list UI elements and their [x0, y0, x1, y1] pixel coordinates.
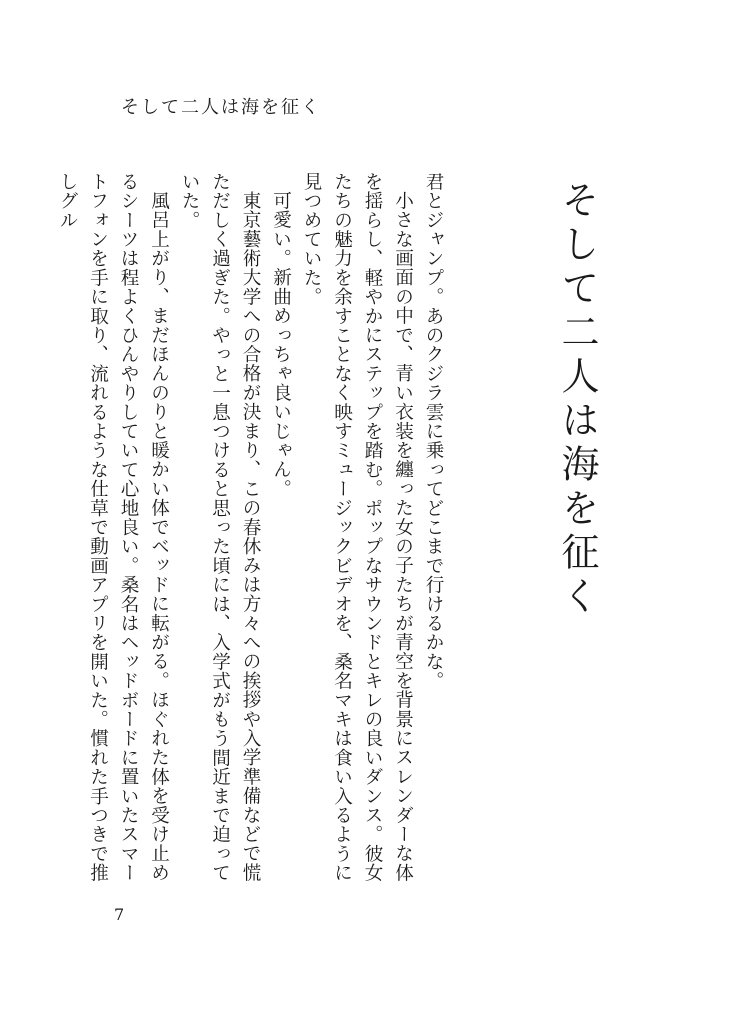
chapter-title: そして二人は海を征く [555, 180, 599, 620]
paragraph-1: 君とジャンプ。あのクジラ雲に乗ってどこまで行けるかな。 [423, 172, 444, 691]
paragraph-4: 東京藝術大学への合格が決まり、この春休みは方々への挨拶や入学準備などで慌ただしく過ぎた。やっと一息つけると思った頃には、入学式がもう間近まで迫っていた。 [179, 172, 261, 883]
paragraph-3: 可愛い。新曲めっちゃ良いじゃん。 [270, 190, 292, 498]
paragraph-5: 風呂上がり、まだほんのりと暖かい体でベッドに転がる。ほぐれた体を受け止めるシーツは程よくひんやりしていて心地良い。桑名はヘッドボードに置いたスマートフォンを手に取り、流れるような仕草で動画アプリを開いた。慣れた手つきで推しグル [57, 172, 170, 883]
running-header: そして二人は海を征く [121, 97, 321, 118]
page-number: 7 [114, 905, 125, 924]
paragraph-2: 小さな画面の中で、青い衣装を纏った女の子たちが青空を背景にスレンダーな体を揺らし、軽やかにステップを踏む。ポップなサウンドとキレの良いダンス。彼女たちの魅力を余すことなく映すミュージックビデオを、桑名マキは食い入るように見つめていた。 [301, 172, 414, 883]
body-text [57, 172, 448, 892]
